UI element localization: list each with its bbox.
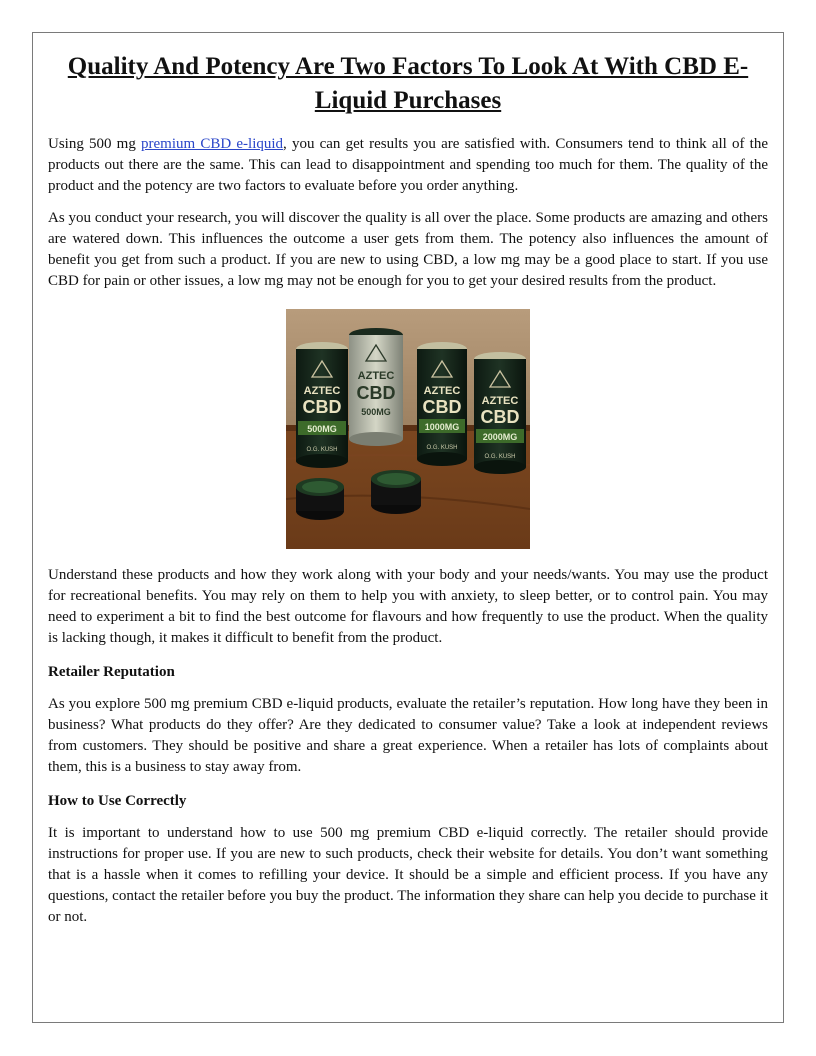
tube-1-strength: 500MG [307,424,337,434]
tube-1-brand: AZTEC [303,385,341,397]
product-tube-3 [417,342,467,466]
product-jar-2 [371,470,421,514]
tube-3-product: CBD [422,397,462,417]
product-tube-2 [349,328,403,446]
tube-3-brand: AZTEC [423,385,461,397]
paragraph-retailer: As you explore 500 mg premium CBD e-liquid products, evaluate the retailer’s reputation. How long have they been in business? What products do they offer? Are they dedicated to consumer value? Take a look at independent reviews from customers. They should be positive and share a great experience. When a retailer has lots of complaints about them, this is a business to stay away from. [48,696,768,775]
tube-4-flavor: O.G. KUSH [484,454,516,460]
heading-retailer-reputation: Retailer Reputation [48,664,175,680]
paragraph-research: As you conduct your research, you will discover the quality is all over the place. Some products are amazing and others are watered down. This influences the outcome a user gets from them. The potency also influences the amount of benefit you get from such a product. If you are new to using CBD, a low mg may be a good place to start. If you use CBD for pain or other issues, a low mg may not be enough for you to get your desired results from the product. [48,210,768,289]
product-tube-4 [474,352,526,474]
tube-4-product: CBD [480,407,520,427]
tube-4-strength: 2000MG [482,432,518,442]
tube-2-brand: AZTEC [357,370,395,382]
document-body [48,50,768,928]
tube-2-product: CBD [356,383,396,403]
tube-3-strength: 1000MG [424,422,460,432]
paragraph-understand: Understand these products and how they work along with your body and your needs/wants. You may use the product for recreational benefits. You may rely on them to help you with anxiety, to sleep better, or to control pain. You may need to experiment a bit to find the best outcome for flavours and how frequently to use the product. When the quality is lacking though, it makes it difficult to benefit from the product. [48,567,768,646]
heading-how-to-use: How to Use Correctly [48,793,187,809]
tube-1-flavor: O.G. KUSH [306,447,338,453]
paragraph-intro-start: Using 500 mg [48,136,142,152]
paragraph-how-to-use: It is important to understand how to use 500 mg premium CBD e-liquid correctly. The retailer should provide instructions for proper use. If you are new to such products, check their website for details. You don’t want something that is a hassle when it comes to refilling your device. It should be a simple and efficient process. If you have any questions, contact the retailer before you buy the product. The information they share can help you decide to purchase it or not. [48,825,768,925]
product-photo [286,309,530,549]
paragraph-intro-rest: , you can get results you are satisfied with. Consumers tend to think all of the products out there are the same. This can lead to disappointment and spending too much for them. The quality of the product and the potency are two factors to evaluate before you order anything. [48,136,768,194]
page-title: Quality And Potency Are Two Factors To Look At With CBD E-Liquid Purchases [67,53,749,114]
premium-cbd-e-liquid-link[interactable]: premium CBD e-liquid [141,136,284,152]
paragraph-intro [48,134,768,197]
tube-1-product: CBD [302,397,342,417]
product-tube-1 [296,342,348,468]
tube-4-brand: AZTEC [481,395,519,407]
tube-3-flavor: O.G. KUSH [426,445,458,451]
product-jar-1 [296,478,344,520]
tube-2-strength: 500MG [361,407,391,417]
product-photo-illustration [286,309,530,549]
